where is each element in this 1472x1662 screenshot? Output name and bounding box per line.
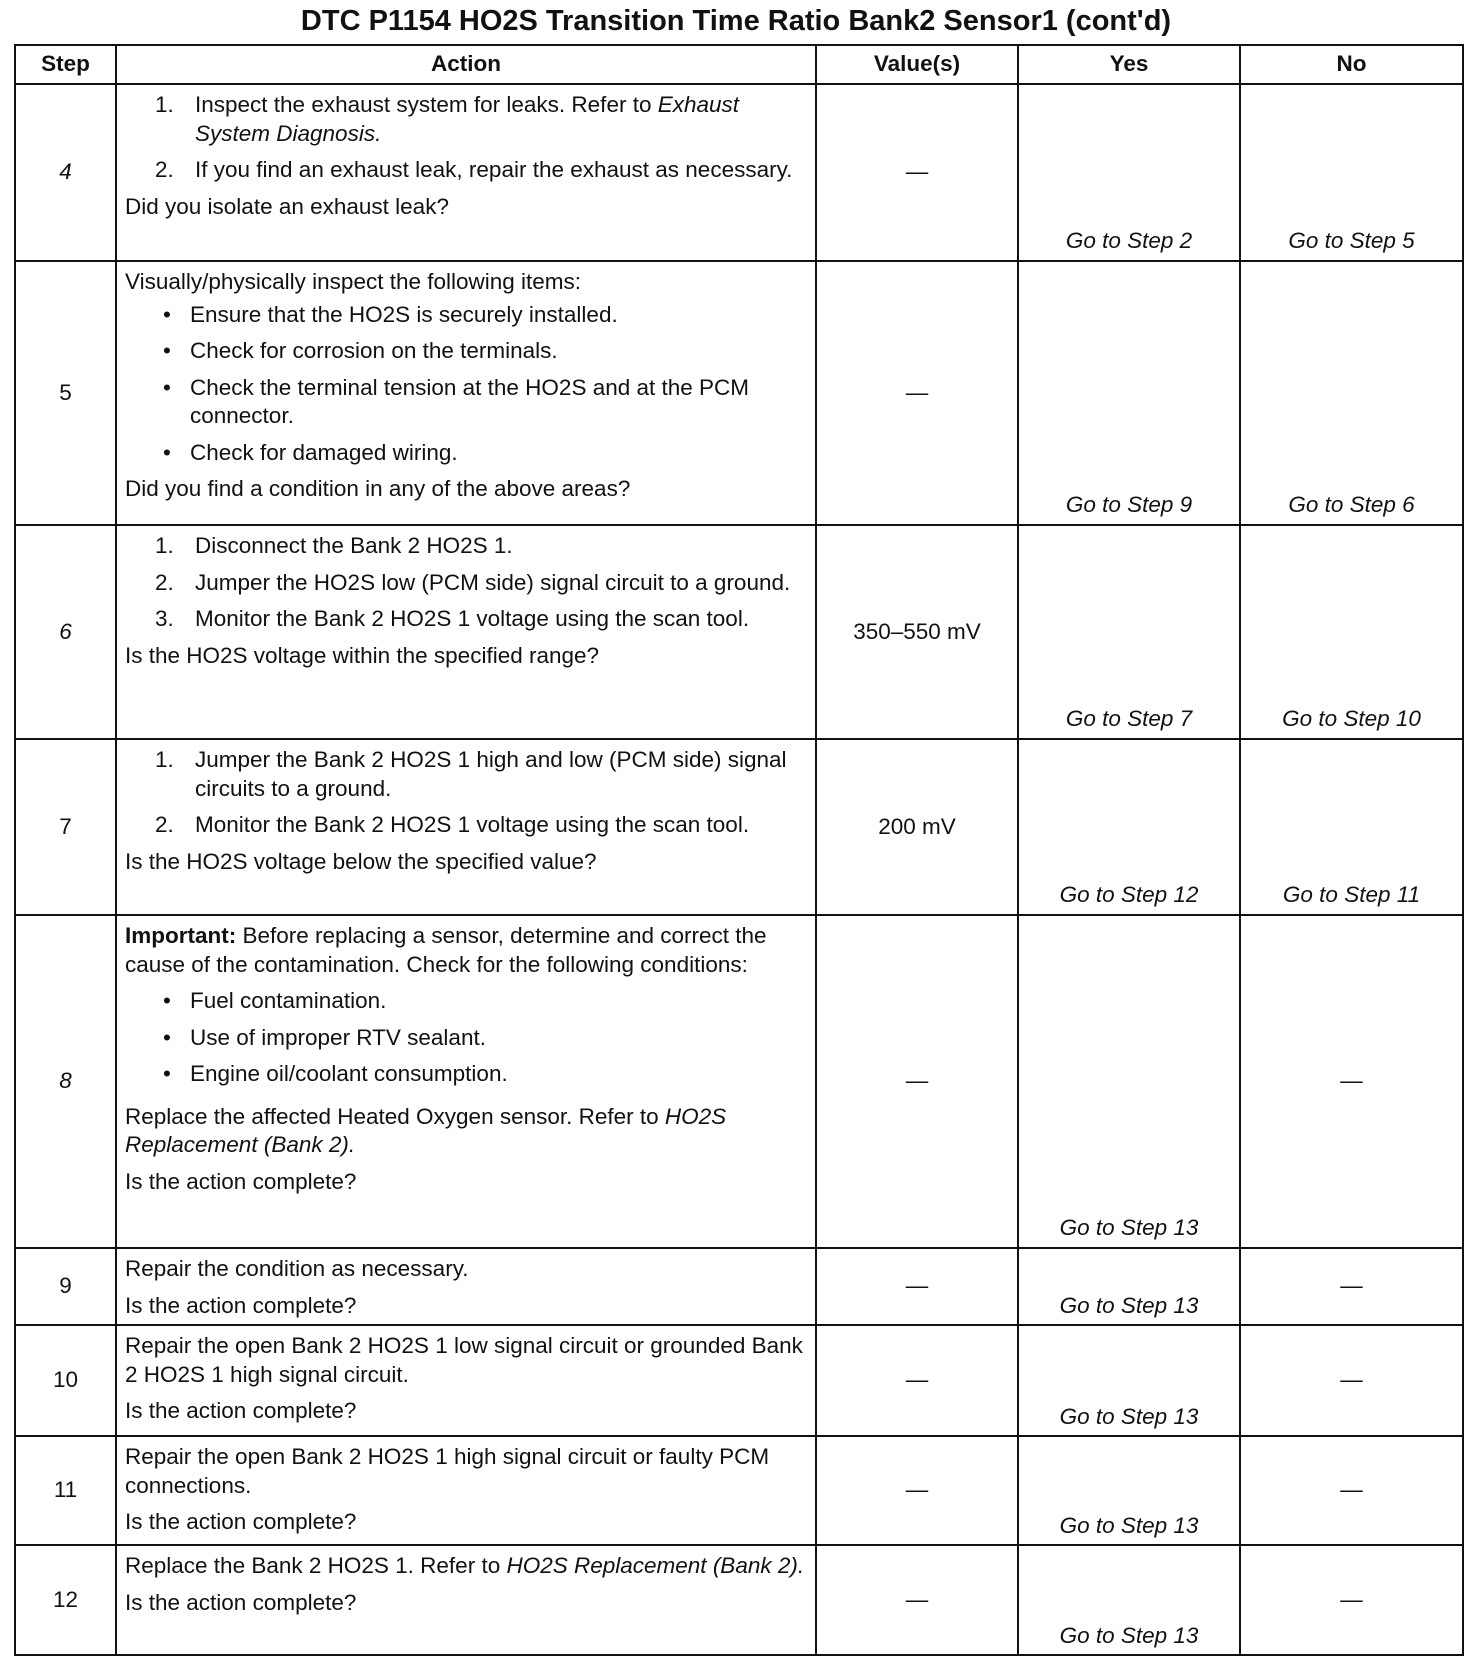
value-cell: — [816, 915, 1018, 1248]
yes-cell: Go to Step 13 [1018, 1248, 1240, 1325]
step-number: 9 [15, 1248, 116, 1325]
action-question: Is the action complete? [125, 1589, 357, 1615]
bullet-item: • Use of improper RTV sealant. [163, 1024, 486, 1050]
table-row [15, 525, 1463, 739]
table-row [15, 739, 1463, 915]
step-number: 4 [15, 84, 116, 261]
action-cell [116, 739, 816, 915]
no-cell: Go to Step 5 [1240, 84, 1463, 261]
yes-cell: Go to Step 13 [1018, 1436, 1240, 1545]
diagnostic-table [14, 44, 1464, 1656]
action-cell [116, 915, 816, 1248]
action-item: 2. Jumper the HO2S low (PCM side) signal circuit to a ground. [155, 569, 791, 595]
bullet-item: • Check for corrosion on the terminals. [163, 338, 558, 364]
action-question: Is the action complete? [125, 1168, 357, 1194]
col-header-step: Step [15, 45, 116, 84]
no-cell: — [1240, 1545, 1463, 1655]
table-row [15, 915, 1463, 1248]
action-text: Repair the open Bank 2 HO2S 1 high signal circuit or faulty PCM connections. [125, 1444, 770, 1498]
no-cell: — [1240, 915, 1463, 1248]
action-item: 1. Jumper the Bank 2 HO2S 1 high and low (PCM side) signal circuits to a ground. [155, 747, 787, 801]
bullet-item: • Check the terminal tension at the HO2S and at the PCM connector. [163, 374, 750, 429]
yes-cell: Go to Step 13 [1018, 915, 1240, 1248]
yes-cell: Go to Step 7 [1018, 525, 1240, 739]
value-cell: — [816, 1545, 1018, 1655]
step-number: 5 [15, 261, 116, 525]
action-question: Is the HO2S voltage below the specified value? [125, 848, 597, 874]
value-cell: — [816, 1436, 1018, 1545]
yes-cell: Go to Step 13 [1018, 1325, 1240, 1436]
action-cell [116, 1325, 816, 1436]
yes-cell: Go to Step 2 [1018, 84, 1240, 261]
no-cell: Go to Step 6 [1240, 261, 1463, 525]
action-item: 2. If you find an exhaust leak, repair the exhaust as necessary. [155, 157, 793, 183]
action-cell [116, 1436, 816, 1545]
action-item: 1. Disconnect the Bank 2 HO2S 1. [155, 533, 513, 558]
table-row [15, 84, 1463, 261]
action-item: 2. Monitor the Bank 2 HO2S 1 voltage using the scan tool. [155, 812, 750, 838]
action-item: 3. Monitor the Bank 2 HO2S 1 voltage using the scan tool. [155, 606, 750, 632]
col-header-yes: Yes [1018, 45, 1240, 84]
table-row [15, 1436, 1463, 1545]
reference-text: HO2S Replacement (Bank 2). [125, 1103, 727, 1158]
table-row [15, 1248, 1463, 1325]
col-header-action: Action [116, 45, 816, 84]
col-header-values: Value(s) [816, 45, 1018, 84]
no-cell: — [1240, 1436, 1463, 1545]
table-row [15, 261, 1463, 525]
step-number: 10 [15, 1325, 116, 1436]
bullet-item: • Check for damaged wiring. [163, 439, 458, 465]
action-intro: Visually/physically inspect the following items: [125, 269, 582, 294]
reference-text: HO2S Replacement (Bank 2). [506, 1553, 805, 1579]
replace-instruction: Replace the affected Heated Oxygen sensor. Refer to HO2S Replacement (Bank 2). [125, 1103, 727, 1158]
action-cell [116, 1545, 816, 1655]
step-number: 7 [15, 739, 116, 915]
yes-cell: Go to Step 12 [1018, 739, 1240, 915]
no-cell: — [1240, 1325, 1463, 1436]
action-cell [116, 1248, 816, 1325]
action-question: Is the action complete? [125, 1509, 357, 1535]
value-cell: 200 mV [816, 739, 1018, 915]
no-cell: Go to Step 11 [1240, 739, 1463, 915]
step-number: 6 [15, 525, 116, 739]
action-question: Is the action complete? [125, 1292, 357, 1318]
no-cell: Go to Step 10 [1240, 525, 1463, 739]
yes-cell: Go to Step 9 [1018, 261, 1240, 525]
value-cell: — [816, 1325, 1018, 1436]
table-row [15, 1325, 1463, 1436]
action-text: Repair the condition as necessary. [125, 1256, 469, 1281]
page-title: DTC P1154 HO2S Transition Time Ratio Bank2 Sensor1 (cont'd) [300, 5, 1172, 37]
action-cell [116, 261, 816, 525]
action-question: Is the action complete? [125, 1398, 357, 1424]
table-row [15, 1545, 1463, 1655]
action-question: Did you isolate an exhaust leak? [125, 193, 449, 219]
step-number: 8 [15, 915, 116, 1248]
value-cell: — [816, 1248, 1018, 1325]
action-text: Repair the open Bank 2 HO2S 1 low signal circuit or grounded Bank 2 HO2S 1 high signal circuit. [125, 1333, 803, 1387]
reference-text: Exhaust System Diagnosis. [195, 92, 740, 146]
step-number: 12 [15, 1545, 116, 1655]
value-cell: — [816, 261, 1018, 525]
bullet-item: • Fuel contamination. [163, 988, 387, 1014]
action-text: Replace the Bank 2 HO2S 1. Refer to HO2S Replacement (Bank 2). [125, 1553, 805, 1579]
step-number: 11 [15, 1436, 116, 1545]
yes-cell: Go to Step 13 [1018, 1545, 1240, 1655]
header-row [15, 45, 1463, 84]
col-header-no: No [1240, 45, 1463, 84]
action-cell [116, 525, 816, 739]
bullet-item: • Ensure that the HO2S is securely installed. [163, 301, 618, 327]
important-note: Important: Before replacing a sensor, determine and correct the cause of the contamination. Check for the following conditions: [125, 923, 767, 977]
value-cell: 350–550 mV [816, 525, 1018, 739]
action-item: 1. Inspect the exhaust system for leaks. Refer to Exhaust System Diagnosis. [155, 92, 740, 146]
action-question: Did you find a condition in any of the above areas? [125, 476, 631, 502]
value-cell: — [816, 84, 1018, 261]
action-cell [116, 84, 816, 261]
action-question: Is the HO2S voltage within the specified range? [125, 642, 600, 668]
no-cell: — [1240, 1248, 1463, 1325]
bullet-item: • Engine oil/coolant consumption. [163, 1061, 508, 1087]
